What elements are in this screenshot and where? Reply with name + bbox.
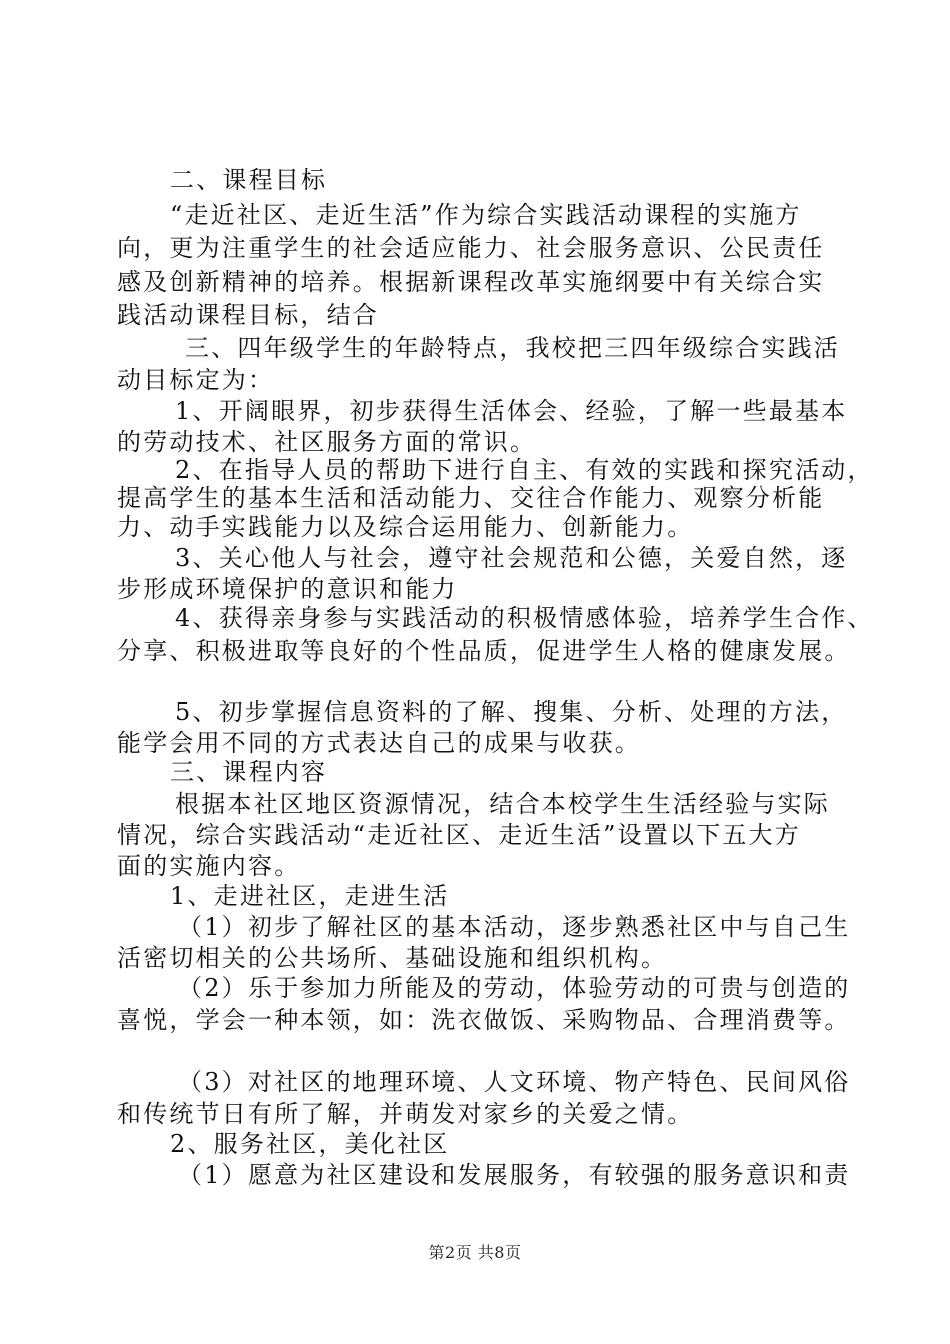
list-item-5: 5、初步掌握信息资料的了解、搜集、分析、处理的方法， — [175, 698, 848, 726]
sub-item-1: （1）愿意为社区建设和发展服务，有较强的服务意识和责 — [178, 1161, 851, 1189]
page-number-footer: 第2页 共8页 — [428, 1243, 522, 1262]
list-item-4: 4、获得亲身参与实践活动的积极情感体验，培养学生合作、 — [175, 604, 874, 632]
paragraph-line: 三、四年级学生的年龄特点，我校把三四年级综合实践活 — [185, 334, 840, 362]
paragraph-line: 感及创新精神的培养。根据新课程改革实施纲要中有关综合实 — [117, 268, 825, 296]
paragraph-line: “走近社区、走近生活”作为综合实践活动课程的实施方 — [170, 201, 802, 229]
paragraph-line: 喜悦，学会一种本领，如：洗衣做饭、采购物品、合理消费等。 — [117, 1006, 851, 1034]
paragraph-line: 践活动课程目标，结合 — [117, 301, 379, 329]
paragraph-line: 和传统节日有所了解，并萌发对家乡的关爱之情。 — [117, 1100, 694, 1128]
list-item-3: 3、关心他人与社会，遵守社会规范和公德，关爱自然，逐 — [175, 544, 848, 572]
paragraph-line: 力、动手实践能力以及综合运用能力、创新能力。 — [117, 513, 694, 541]
paragraph-line: 面的实施内容。 — [117, 852, 301, 880]
sub-item-1: （1）初步了解社区的基本活动，逐步熟悉社区中与自己生 — [178, 913, 851, 941]
subheading-community-life: 1、走进社区，走进生活 — [170, 882, 450, 910]
paragraph-line: 动目标定为： — [117, 366, 275, 394]
paragraph-line: 活密切相关的公共场所、基础设施和组织机构。 — [117, 944, 668, 972]
subheading-serve-community: 2、服务社区，美化社区 — [170, 1130, 450, 1158]
sub-item-3: （3）对社区的地理环境、人文环境、物产特色、民间风俗 — [178, 1068, 851, 1096]
paragraph-line: 提高学生的基本生活和活动能力、交往合作能力、观察分析能 — [117, 484, 825, 512]
paragraph-line: 的劳动技术、社区服务方面的常识。 — [117, 428, 537, 456]
heading-course-content: 三、课程内容 — [170, 758, 328, 786]
paragraph-line: 能学会用不同的方式表达自己的成果与收获。 — [117, 729, 641, 757]
paragraph-line: 根据本社区地区资源情况，结合本校学生生活经验与实际 — [175, 790, 830, 818]
list-item-1: 1、开阔眼界，初步获得生活体会、经验，了解一些最基本 — [175, 397, 848, 425]
paragraph-line: 情况，综合实践活动“走近社区、走近生活”设置以下五大方 — [117, 821, 801, 849]
sub-item-2: （2）乐于参加力所能及的劳动，体验劳动的可贵与创造的 — [178, 974, 851, 1002]
paragraph-line: 向，更为注重学生的社会适应能力、社会服务意识、公民责任 — [117, 234, 825, 262]
list-item-2: 2、在指导人员的帮助下进行自主、有效的实践和探究活动， — [175, 456, 874, 484]
heading-course-goals: 二、课程目标 — [170, 166, 328, 194]
paragraph-line: 分享、积极进取等良好的个性品质，促进学生人格的健康发展。 — [117, 637, 851, 665]
paragraph-line: 步形成环境保护的意识和能力 — [117, 575, 458, 603]
